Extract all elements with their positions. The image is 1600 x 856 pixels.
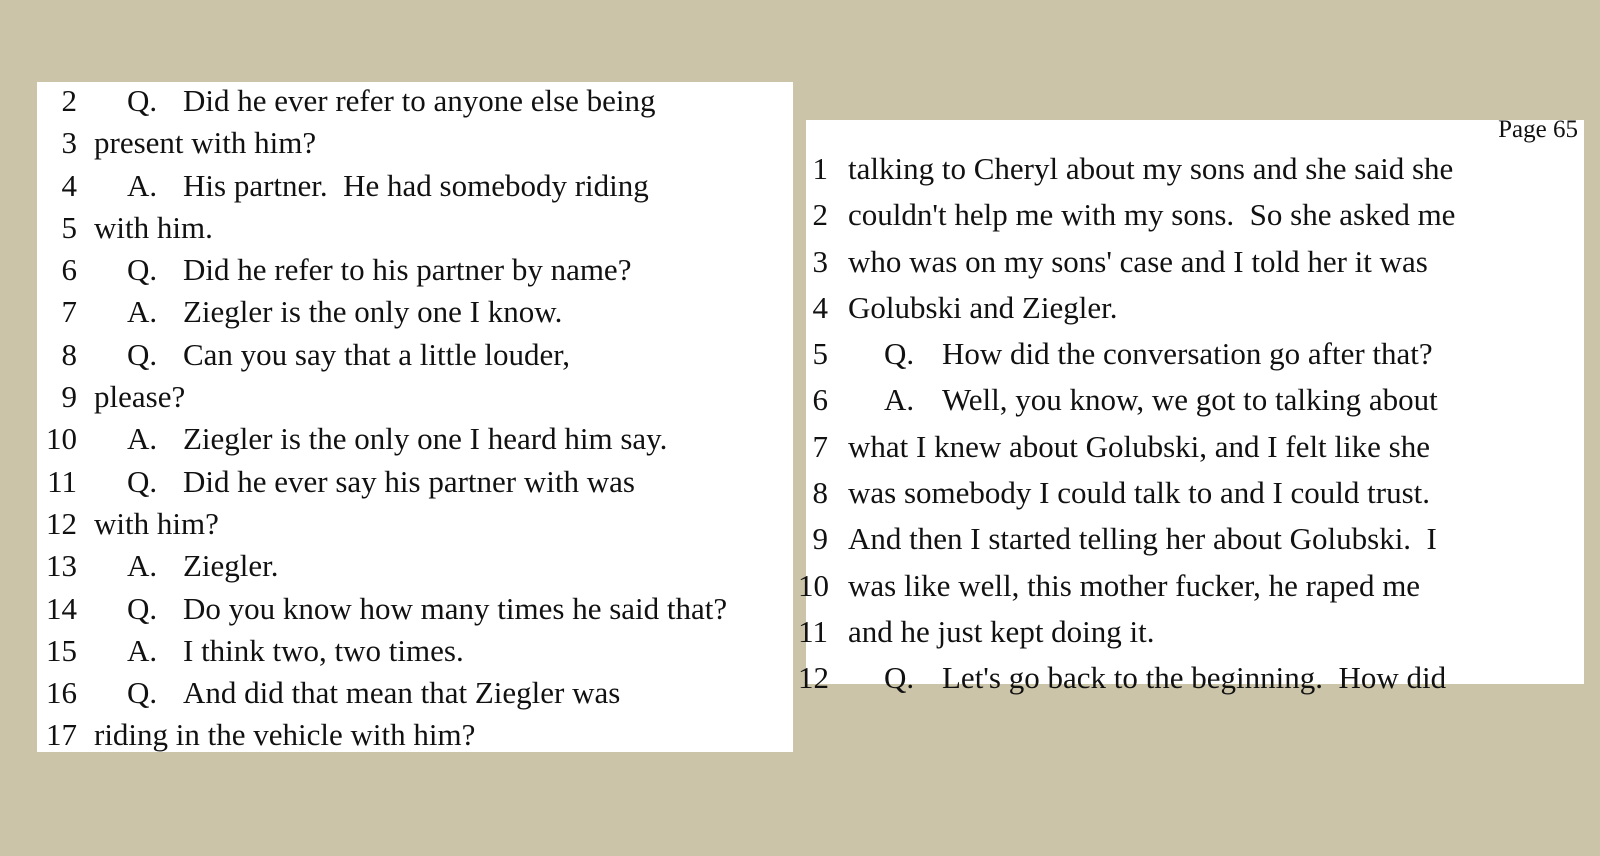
testimony-text: please? — [94, 379, 186, 415]
line-number: 6 — [812, 382, 828, 418]
line-number: 16 — [46, 675, 77, 711]
line-number: 10 — [46, 421, 77, 457]
line-number: 2 — [812, 197, 828, 233]
transcript-line — [806, 146, 1584, 192]
transcript-lines — [37, 82, 793, 759]
line-text — [127, 293, 562, 331]
transcript-line — [806, 470, 1584, 516]
speaker-label: Q. — [884, 660, 915, 696]
testimony-text: I think two, two times. — [183, 632, 464, 668]
line-number: 7 — [812, 428, 828, 464]
speaker-label: A. — [127, 421, 158, 457]
line-number: 12 — [798, 660, 829, 696]
line-number: 11 — [47, 463, 77, 499]
line-number: 4 — [812, 289, 828, 325]
testimony-text: Did he ever say his partner with was — [183, 463, 635, 499]
testimony-text: Can you say that a little louder, — [183, 336, 571, 372]
line-text — [127, 167, 649, 205]
testimony-text: Ziegler is the only one I heard him say. — [183, 421, 668, 457]
transcript-excerpt-right — [798, 116, 1584, 696]
transcript-line — [37, 547, 793, 589]
testimony-text: who was on my sons' case and I told her it was — [848, 243, 1428, 279]
line-text — [127, 420, 667, 458]
transcript-line — [37, 463, 793, 505]
testimony-text: and he just kept doing it. — [848, 613, 1155, 649]
transcript-line — [806, 377, 1584, 423]
speaker-label: Q. — [127, 252, 158, 288]
transcript-line — [37, 505, 793, 547]
testimony-text: was somebody I could talk to and I could trust. — [848, 475, 1431, 511]
transcript-line — [806, 331, 1584, 377]
line-number: 7 — [61, 294, 77, 330]
transcript-line — [37, 420, 793, 462]
transcript-line — [37, 590, 793, 632]
transcript-line — [37, 378, 793, 420]
line-number: 12 — [46, 505, 77, 541]
testimony-text: And did that mean that Ziegler was — [183, 675, 621, 711]
line-text — [127, 82, 656, 120]
transcript-line — [37, 209, 793, 251]
testimony-text: Did he refer to his partner by name? — [183, 252, 632, 288]
speaker-label: A. — [127, 167, 158, 203]
line-number: 14 — [46, 590, 77, 626]
speaker-label: Q. — [127, 590, 158, 626]
testimony-text: Ziegler is the only one I know. — [183, 294, 563, 330]
testimony-text: what I knew about Golubski, and I felt like she — [848, 428, 1430, 464]
testimony-text: His partner. He had somebody riding — [183, 167, 649, 203]
line-number: 17 — [46, 717, 77, 753]
line-text — [127, 590, 727, 628]
line-text — [127, 547, 279, 585]
transcript-line — [37, 167, 793, 209]
line-text — [884, 655, 1446, 701]
transcript-line — [37, 716, 793, 758]
line-number: 15 — [46, 632, 77, 668]
testimony-text: riding in the vehicle with him? — [94, 717, 476, 753]
speaker-label: Q. — [127, 336, 158, 372]
line-number: 3 — [812, 243, 828, 279]
line-number: 9 — [61, 379, 77, 415]
line-number: 1 — [812, 151, 828, 186]
page-number: Page 65 — [1498, 116, 1578, 143]
transcript-line — [37, 293, 793, 335]
line-text — [127, 251, 631, 289]
testimony-text: present with him? — [94, 125, 317, 161]
transcript-line — [37, 632, 793, 674]
transcript-line — [37, 674, 793, 716]
testimony-text: Well, you know, we got to talking about — [942, 382, 1438, 418]
line-number: 6 — [61, 252, 77, 288]
transcript-line — [806, 424, 1584, 470]
transcript-excerpt-left — [37, 82, 793, 752]
testimony-text: Ziegler. — [183, 548, 279, 584]
transcript-line — [37, 124, 793, 166]
testimony-text: Golubski and Ziegler. — [848, 289, 1118, 325]
transcript-line — [798, 655, 1584, 701]
line-number: 5 — [61, 209, 77, 245]
testimony-text: with him? — [94, 505, 219, 541]
line-number: 5 — [812, 336, 828, 372]
testimony-text: talking to Cheryl about my sons and she said she — [848, 151, 1454, 186]
speaker-label: A. — [127, 632, 158, 668]
testimony-text: Did he ever refer to anyone else being — [183, 83, 656, 118]
speaker-label: A. — [884, 382, 915, 418]
transcript-line — [37, 336, 793, 378]
line-number: 9 — [812, 521, 828, 557]
line-text — [884, 377, 1438, 423]
testimony-text: couldn't help me with my sons. So she asked me — [848, 197, 1456, 233]
transcript-line — [37, 82, 793, 124]
transcript-line — [806, 239, 1584, 285]
transcript-lines — [798, 146, 1584, 702]
speaker-label: Q. — [127, 83, 158, 118]
line-text — [127, 463, 635, 501]
transcript-line — [798, 563, 1584, 609]
line-text — [127, 336, 570, 374]
speaker-label: Q. — [884, 336, 915, 372]
speaker-label: A. — [127, 548, 158, 584]
testimony-text: And then I started telling her about Golubski. I — [848, 521, 1437, 557]
line-number: 3 — [61, 125, 77, 161]
speaker-label: Q. — [127, 463, 158, 499]
line-text — [884, 331, 1433, 377]
line-number: 10 — [798, 567, 829, 603]
line-number: 8 — [812, 475, 828, 511]
transcript-line — [37, 251, 793, 293]
testimony-text: Let's go back to the beginning. How did — [942, 660, 1447, 696]
transcript-line — [798, 609, 1584, 655]
transcript-line — [806, 516, 1584, 562]
line-number: 8 — [61, 336, 77, 372]
testimony-text: with him. — [94, 209, 213, 245]
speaker-label: Q. — [127, 675, 158, 711]
line-number: 2 — [61, 83, 77, 118]
speaker-label: A. — [127, 294, 158, 330]
testimony-text: Do you know how many times he said that? — [183, 590, 728, 626]
transcript-line — [806, 192, 1584, 238]
line-text — [127, 632, 464, 670]
testimony-text: was like well, this mother fucker, he raped me — [848, 567, 1421, 603]
line-number: 4 — [61, 167, 77, 203]
line-text — [127, 674, 620, 712]
line-number: 13 — [46, 548, 77, 584]
testimony-text: How did the conversation go after that? — [942, 336, 1433, 372]
transcript-line — [806, 285, 1584, 331]
line-number: 11 — [798, 613, 828, 649]
